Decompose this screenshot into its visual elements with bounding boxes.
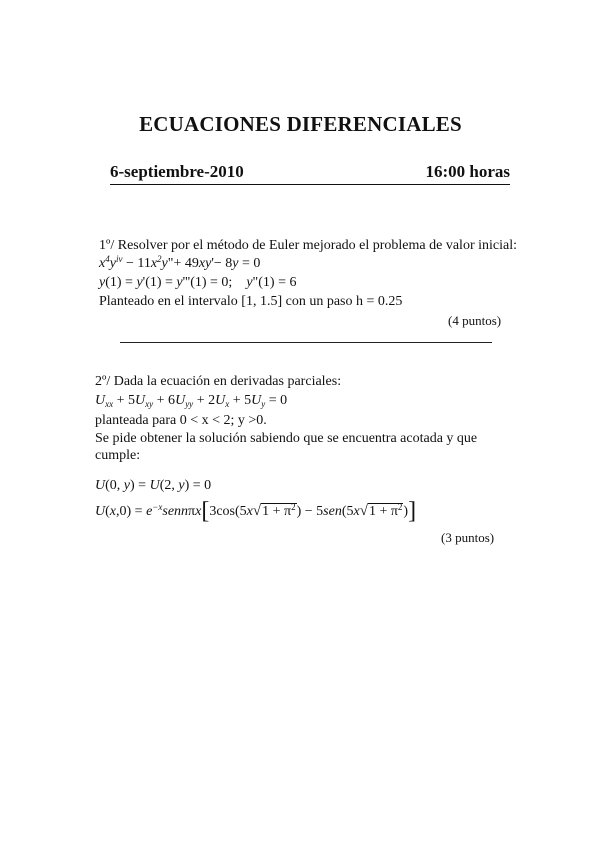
exam-date: 6-septiembre-2010 bbox=[110, 162, 244, 181]
section-divider bbox=[120, 342, 492, 343]
problem2-equation: $U_{xx} + 5U_{xy} + 6U_{yy} + 2U_x + 5U_y = 0$ bbox=[95, 393, 288, 409]
problem1-conditions: y(1) = y'(1) = y'''(1) = 0; y"(1) = 6 bbox=[99, 275, 297, 290]
problem2-initial-condition: $U(x,0) = e^{-x}senn\pi x[3\cos(5x√1 + \pi^2) - 5sen(5x√1 + \pi^2)]$ bbox=[95, 498, 417, 524]
problem2-domain: planteada para 0 < x < 2; y >0. bbox=[95, 413, 267, 428]
problem2-statement: 2º/ Dada la ecuación en derivadas parciales: bbox=[95, 374, 342, 389]
problem2-request-line1: Se pide obtener la solución sabiendo que se encuentra acotada y que bbox=[95, 431, 478, 446]
problem1-points: (4 puntos) bbox=[448, 313, 502, 328]
problem1-equation: $x^4y^{iv}$ − $11x^2y"+ 49xy'- 8y = 0$ bbox=[99, 254, 261, 271]
problem2-boundary-condition: U(0, y) = U(2, y) = 0 bbox=[95, 478, 212, 493]
exam-time: 16:00 horas bbox=[425, 162, 510, 181]
page-title: ECUACIONES DIFERENCIALES bbox=[139, 112, 462, 136]
problem2-points: (3 puntos) bbox=[441, 530, 495, 545]
problem1-interval: Planteado en el intervalo [1, 1.5] con un paso h = 0.25 bbox=[99, 294, 403, 309]
exam-header-row bbox=[110, 162, 510, 185]
problem2-request-line2: cumple: bbox=[95, 448, 141, 463]
problem1-statement: 1º/ Resolver por el método de Euler mejorado el problema de valor inicial: bbox=[99, 238, 517, 253]
